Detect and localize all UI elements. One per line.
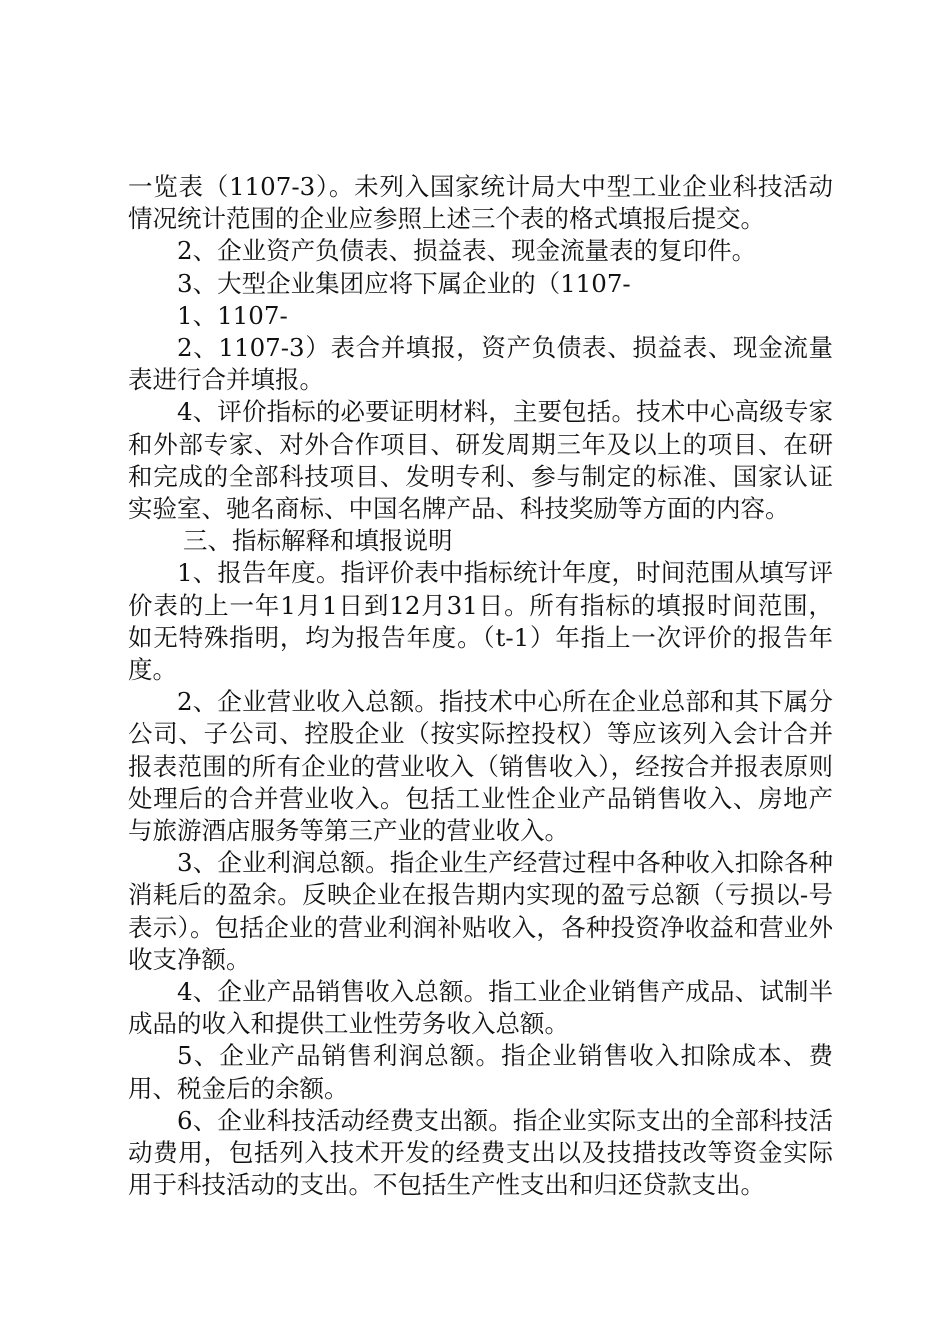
section-heading-indicator-explanation: 三、指标解释和填报说明 bbox=[183, 526, 453, 556]
paragraph-def-operating-revenue: 2、企业营业收入总额。指技术中心所在企业总部和其下属分公司、子公司、控股企业（按实际控投权）等应该列入会计合并报表范围的所有企业的营业收入（销售收入），经按合并报表原则处理后的合并营业收入。包括工业性企业产品销售收入、房地产与旅游酒店服务等第三产业的营业收入。 bbox=[128, 687, 833, 846]
document-page bbox=[128, 171, 833, 1202]
paragraph-def-rd-expenditure: 6、企业科技活动经费支出额。指企业实际支出的全部科技活动费用，包括列入技术开发的经费支出以及技措技改等资金实际用于科技活动的支出。不包括生产性支出和归还贷款支出。 bbox=[128, 1105, 833, 1200]
paragraph-table-list-continuation: 一览表（1107-3）。未列入国家统计局大中型工业企业科技活动情况统计范围的企业应参照上述三个表的格式填报后提交。 bbox=[128, 172, 833, 234]
paragraph-item-3-fragment-1: 1、1107- bbox=[177, 300, 288, 330]
paragraph-item-2-financial-statements: 2、企业资产负债表、损益表、现金流量表的复印件。 bbox=[177, 236, 757, 266]
paragraph-def-sales-profit: 5、企业产品销售利润总额。指企业销售收入扣除成本、费用、税金后的余额。 bbox=[128, 1041, 833, 1103]
paragraph-def-sales-revenue: 4、企业产品销售收入总额。指工业企业销售产成品、试制半成品的收入和提供工业性劳务收入总额。 bbox=[128, 977, 833, 1039]
paragraph-def-total-profit: 3、企业利润总额。指企业生产经营过程中各种收入扣除各种消耗后的盈余。反映企业在报告期内实现的盈亏总额（亏损以-号表示）。包括企业的营业利润补贴收入，各种投资净收益和营业外收支净额。 bbox=[128, 848, 833, 974]
paragraph-item-3-fragment-2: 2、1107-3）表合并填报，资产负债表、损益表、现金流量表进行合并填报。 bbox=[128, 333, 833, 395]
paragraph-item-4-evidence-materials: 4、评价指标的必要证明材料，主要包括。技术中心高级专家和外部专家、对外合作项目、研发周期三年及以上的项目、在研和完成的全部科技项目、发明专利、参与制定的标准、国家认证实验室、驰名商标、中国名牌产品、科技奖励等方面的内容。 bbox=[128, 397, 833, 524]
paragraph-def-report-year: 1、报告年度。指评价表中指标统计年度，时间范围从填写评价表的上一年1月1日到12月31日。所有指标的填报时间范围，如无特殊指明，均为报告年度。（t-1）年指上一次评价的报告年度。 bbox=[128, 558, 833, 685]
paragraph-item-3-group-merge: 3、大型企业集团应将下属企业的（1107- bbox=[177, 268, 631, 298]
